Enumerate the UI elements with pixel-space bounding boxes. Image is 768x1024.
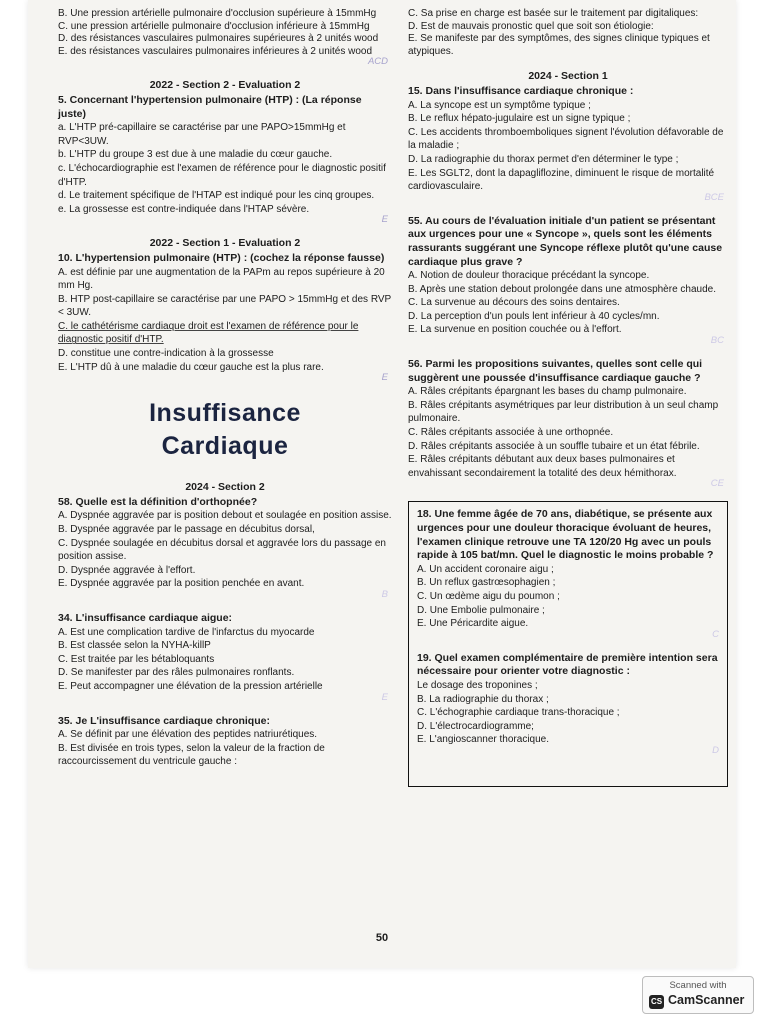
answer-option: D. Râles crépitants associée à un souffle tubaire et un état fébrile. — [408, 440, 700, 452]
answer-option: D. Se manifester par des râles pulmonaires ronflants. — [58, 667, 295, 679]
answer-option: E. L'HTP dû à une maladie du cœur gauche est la plus rare. — [58, 361, 324, 373]
question-text: 34. L'insuffisance cardiaque aigue: — [58, 612, 233, 624]
answer-key: E — [381, 691, 388, 703]
camscanner-brand: CamScanner — [668, 993, 745, 1007]
answer-option: A. Râles crépitants épargnant les bases du champ pulmonaire. — [408, 386, 687, 398]
question-text: 58. Quelle est la définition d'orthopnée? — [58, 495, 258, 508]
answer-key: BC — [710, 335, 724, 347]
question-text: 19. Quel examen complémentaire de première intention sera nécessaire pour orienter votre diagnostic : — [417, 651, 718, 678]
answer-option: B. Râles crépitants asymétriques par leur distribution à un seul champ pulmonaire. — [408, 399, 719, 425]
answer-option: C. Un œdème aigu du poumon ; — [417, 590, 560, 602]
section-title: 2022 - Section 1 - Evaluation 2 — [149, 237, 301, 250]
answer-option: D. La radiographie du thorax permet d'en déterminer le type ; — [408, 153, 679, 165]
answer-option: C. La survenue au décours des soins dentaires. — [408, 297, 620, 309]
answer-option: E. Une Péricardite aigue. — [417, 618, 529, 630]
answer-option: c. L'échocardiographie est l'examen de référence pour le diagnostic positif d'HTP. — [58, 162, 386, 188]
right-column — [408, 8, 728, 787]
answer-option: C. Est traitée par les bétabloquants — [58, 653, 215, 665]
answer-option: E. La survenue en position couchée ou à l'effort. — [408, 324, 622, 336]
answer-option: B. HTP post-capillaire se caractérise par une PAPO > 15mmHg et des RVP < 3UW. — [58, 293, 392, 319]
question-continuation — [58, 8, 392, 67]
answer-option: A. est définie par une augmentation de la PAPm au repos supérieure à 20 mm Hg. — [58, 266, 385, 292]
question-text: 15. Dans l'insuffisance cardiaque chronique : — [408, 84, 634, 97]
question-block — [408, 215, 728, 346]
answer-key: D — [712, 744, 719, 756]
answer-option: C. Râles crépitants associée à une orthopnée. — [408, 427, 614, 439]
answer-option: B. Est classée selon la NYHA-killP — [58, 640, 211, 652]
question-block — [58, 715, 392, 769]
question-continuation — [408, 8, 728, 58]
answer-option: C. le cathétérisme cardiaque droit est l'examen de référence pour le diagnostic positif d'HTP. — [58, 320, 359, 346]
answer-option: D. L'électrocardiogramme; — [417, 720, 534, 732]
question-text: 5. Concernant l'hypertension pulmonaire (HTP) : (La réponse juste) — [58, 93, 362, 120]
page-number: 50 — [375, 932, 389, 944]
answer-option: E. Dyspnée aggravée par la position penchée en avant. — [58, 578, 305, 590]
answer-option: D. Est de mauvais pronostic quel que soit son étiologie: — [408, 20, 654, 32]
scanned-with-label: Scanned with — [669, 980, 727, 991]
answer-option: D. constitue une contre-indication à la grossesse — [58, 348, 274, 360]
answer-option: C. une pression artérielle pulmonaire d'occlusion inférieure à 15mmHg — [58, 20, 370, 32]
question-text: 56. Parmi les propositions suivantes, quelles sont celle qui suggèrent une poussée d'insuffisance cardiaque gauche ? — [408, 358, 703, 384]
question-block — [58, 481, 392, 600]
answer-option: a. L'HTP pré-capillaire se caractérise par une PAPO>15mmHg et RVP<3UW. — [58, 122, 346, 147]
question-text: 35. Je L'insuffisance cardiaque chronique: — [58, 714, 270, 727]
question-block — [58, 612, 392, 703]
answer-option: B. Après une station debout prolongée dans une atmosphère chaude. — [408, 283, 717, 295]
answer-option: B. La radiographie du thorax ; — [417, 693, 549, 705]
answer-option: E. Râles crépitants débutant aux deux bases pulmonaires et envahissant secondairement la totalité des deux hémithorax. — [408, 454, 677, 479]
answer-option: C. Les accidents thromboemboliques signent l'évolution défavorable de la maladie ; — [408, 126, 724, 152]
chapter-heading-line: Cardiaque — [161, 432, 289, 461]
chapter-heading — [58, 397, 392, 463]
scanned-page — [28, 0, 736, 968]
answer-option: A. Un accident coronaire aigu ; — [417, 563, 554, 575]
boxed-case-questions — [408, 501, 728, 787]
question-block — [408, 70, 728, 202]
answer-option: D. Dyspnée aggravée à l'effort. — [58, 564, 196, 576]
answer-key: E — [381, 372, 388, 384]
answer-key: ACD — [367, 56, 388, 68]
chapter-heading-line: Insuffisance — [149, 399, 301, 428]
answer-option: D. Une Embolie pulmonaire ; — [417, 604, 545, 616]
answer-option: C. Sa prise en charge est basée sur le traitement par digitaliques: — [408, 8, 699, 19]
answer-option: E. des résistances vasculaires pulmonaires inférieures à 2 unités wood — [58, 45, 373, 57]
question-block — [417, 508, 723, 639]
question-block — [417, 652, 723, 756]
section-title: 2024 - Section 2 — [185, 481, 265, 494]
answer-option: B. Une pression artérielle pulmonaire d'occlusion supérieure à 15mmHg — [58, 8, 377, 19]
left-column — [58, 8, 392, 781]
camscanner-logo-icon: CS — [649, 995, 664, 1009]
answer-key: BCE — [704, 191, 724, 203]
answer-option: A. La syncope est un symptôme typique ; — [408, 99, 591, 111]
answer-option: B. Est divisée en trois types, selon la valeur de la fraction de raccourcissement du ventricule gauche : — [58, 742, 325, 768]
answer-option: E. Peut accompagner une élévation de la pression artérielle — [58, 680, 323, 692]
answer-option: C. L'échographie cardiaque trans-thoracique ; — [417, 707, 620, 719]
answer-option: B. Dyspnée aggravée par le passage en décubitus dorsal, — [58, 524, 315, 536]
section-title: 2022 - Section 2 - Evaluation 2 — [149, 79, 301, 92]
answer-option: A. Notion de douleur thoracique précédant la syncope. — [408, 270, 650, 282]
answer-option: Le dosage des troponines ; — [417, 679, 538, 691]
question-text: 55. Au cours de l'évaluation initiale d'un patient se présentant aux urgences pour une « Syncope », quels sont les éléments rassurants suggérant une Syncope réflexe plutôt qu'une cause cardiaque plus grave ? — [408, 214, 723, 268]
answer-key: B — [381, 589, 388, 600]
answer-key: E — [381, 214, 388, 226]
question-text: 18. Une femme âgée de 70 ans, diabétique, se présente aux urgences pour une douleur thoracique évoluant de heures, l'examen clinique retrouve une TA 120/20 Hg avec un pouls rapide à 105 bat/mn. Quel le diagnostic le moins probable ? — [417, 508, 714, 562]
question-block — [58, 237, 392, 383]
answer-option: e. La grossesse est contre-indiquée dans l'HTAP sévère. — [58, 203, 310, 215]
section-title: 2024 - Section 1 — [528, 70, 608, 83]
question-block — [58, 79, 392, 225]
answer-option: E. Se manifeste par des symptômes, des signes clinique typiques et atypiques. — [408, 33, 710, 57]
answer-option: b. L'HTP du groupe 3 est due à une maladie du cœur gauche. — [58, 149, 333, 161]
question-block — [408, 358, 728, 489]
answer-option: B. Le reflux hépato-jugulaire est un signe typique ; — [408, 113, 631, 125]
answer-option: E. Les SGLT2, dont la dapagliflozine, diminuent le risque de mortalité cardiovasculaire. — [408, 167, 715, 193]
answer-option: C. Dyspnée soulagée en décubitus dorsal et aggravée lors du passage en position assise. — [58, 537, 386, 563]
answer-option: A. Dyspnée aggravée par is position debout et soulagée en position assise. — [58, 510, 392, 522]
answer-option: d. Le traitement spécifique de l'HTAP est indiqué pour les cinq groupes. — [58, 190, 375, 202]
answer-option: D. des résistances vasculaires pulmonaires supérieures à 2 unités wood — [58, 33, 379, 45]
answer-key: CE — [710, 478, 724, 490]
answer-option: D. La perception d'un pouls lent inférieur à 40 cycles/mn. — [408, 310, 660, 322]
question-text: 10. L'hypertension pulmonaire (HTP) : (cochez la réponse fausse) — [58, 251, 385, 264]
answer-option: A. Se définit par une élévation des peptides natriurétiques. — [58, 729, 318, 741]
answer-key: C — [712, 628, 719, 640]
camscanner-watermark — [642, 976, 754, 1014]
answer-option: E. L'angioscanner thoracique. — [417, 734, 549, 746]
answer-option: A. Est une complication tardive de l'infarctus du myocarde — [58, 626, 315, 638]
answer-option: B. Un reflux gastrœsophagien ; — [417, 577, 556, 589]
